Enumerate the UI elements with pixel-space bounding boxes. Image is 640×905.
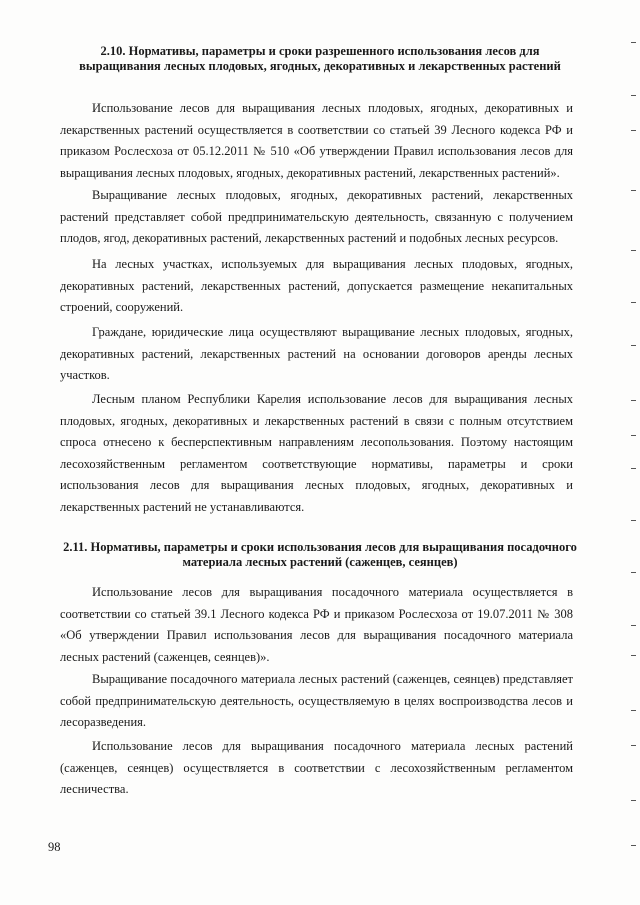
paragraph: Граждане, юридические лица осуществляют выращивание лесных плодовых, ягодных, декоративных растений, лекарственных растений на основании договоров аренды лесных участков. — [60, 325, 573, 383]
section-heading-2-10: 2.10. Нормативы, параметры и сроки разрешенного использования лесов для выращивания лесных плодовых, ягодных, декоративных и лекарственных растений — [79, 44, 561, 73]
paragraph: Лесным планом Республики Карелия использование лесов для выращивания лесных плодовых, ягодных, декоративных и лекарственных растений в связи с полным отсутствием спроса отнесено к бесперспективным направлениям лесопользования. Поэтому настоящим лесохозяйственным регламентом соответствующие нормативы, параметры и сроки использования лесов для выращивания лесных плодовых, ягодных, декоративных и лекарственных растений не устанавливаются. — [60, 392, 573, 514]
page-number: 98 — [48, 840, 61, 854]
paragraph: Использование лесов для выращивания лесных плодовых, ягодных, декоративных и лекарственных растений осуществляется в соответствии со статьей 39 Лесного кодекса РФ и приказом Рослесхоза от 05.12.2011 № 510 «Об утверждении Правил использования лесов для выращивания лесных плодовых, ягодных, декоративных растений, лекарственных растений». — [60, 101, 573, 180]
paragraph: На лесных участках, используемых для выращивания лесных плодовых, ягодных, декоративных растений, лекарственных растений, допускается размещение некапитальных строений, сооружений. — [60, 257, 573, 315]
paragraph: Использование лесов для выращивания посадочного материала осуществляется в соответствии со статьей 39.1 Лесного кодекса РФ и приказом Рослесхоза от 19.07.2011 № 308 «Об утверждении Правил использования лесов для выращивания посадочного материала лесных растений (саженцев, сеянцев)». — [60, 585, 573, 664]
section-heading-2-11: 2.11. Нормативы, параметры и сроки использования лесов для выращивания посадочного материала лесных растений (саженцев, сеянцев) — [63, 540, 577, 569]
scan-edge-marks — [626, 0, 640, 905]
paragraph: Выращивание лесных плодовых, ягодных, декоративных растений, лекарственных растений представляет собой предпринимательскую деятельность, связанную с получением плодов, ягод, декоративных растений, лекарственных растений и подобных лесных ресурсов. — [60, 188, 573, 246]
paragraph: Использование лесов для выращивания посадочного материала лесных растений (саженцев, сеянцев) осуществляется в соответствии с лесохозяйственным регламентом лесничества. — [60, 739, 573, 797]
paragraph: Выращивание посадочного материала лесных растений (саженцев, сеянцев) представляет собой предпринимательскую деятельность, осуществляемую в целях воспроизводства лесов и лесоразведения. — [60, 672, 573, 730]
